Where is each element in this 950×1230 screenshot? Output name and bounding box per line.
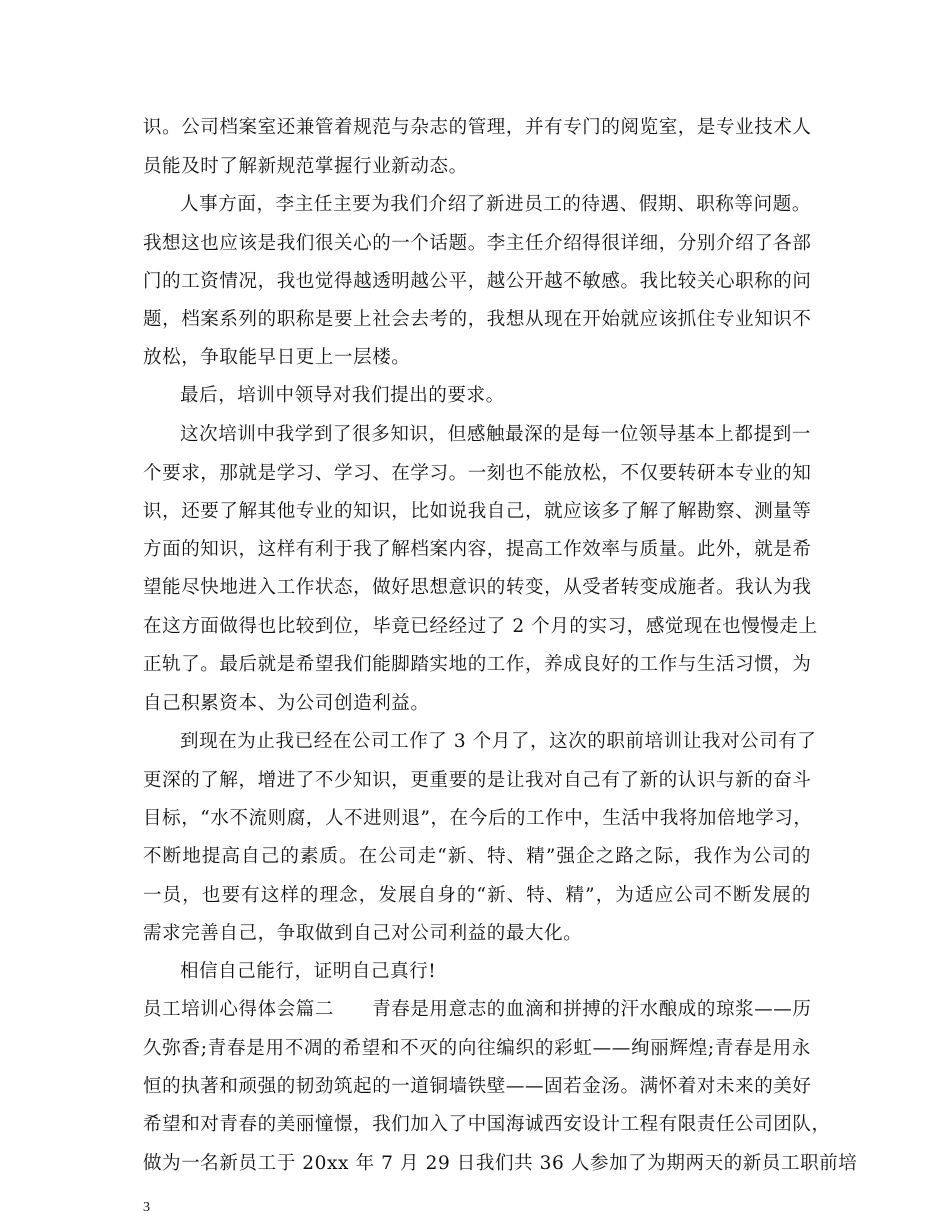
text-line: 需求完善自己，争取做到自己对公司利益的最大化。: [143, 923, 583, 944]
text-line: 恒的执著和顽强的韧劲筑起的一道铜墙铁壁——固若金汤。满怀着对未来的美好: [143, 1076, 812, 1097]
text-line: 这次培训中我学到了很多知识，但感触最深的是每一位领导基本上都提到一: [180, 424, 811, 445]
text-line: 望能尽快地进入工作状态，做好思想意识的转变，从受者转变成施者。我认为我: [143, 577, 812, 598]
text-line: 识。公司档案室还兼管着规范与杂志的管理，并有专门的阅览室，是专业技术人: [143, 117, 812, 138]
text-line: 人事方面，李主任主要为我们介绍了新进员工的待遇、假期、职称等问题。: [180, 194, 811, 215]
text-line: 目标，“水不流则腐，人不进则退”，在今后的工作中，生活中我将加倍地学习，: [143, 808, 813, 829]
text-line: 员工培训心得体会篇二 青春是用意志的血滴和拼搏的汗水酿成的琼浆——历: [143, 999, 812, 1020]
text-line: 到现在为止我已经在公司工作了 3 个月了，这次的职前培训让我对公司有了: [180, 731, 817, 752]
text-line: 希望和对青春的美丽憧憬，我们加入了中国海诚西安设计工程有限责任公司团队，: [143, 1114, 831, 1135]
text-line: 员能及时了解新规范掌握行业新动态。: [143, 156, 468, 177]
text-line: 一员，也要有这样的理念，发展自身的“新、特、精”，为适应公司不断发展的: [143, 885, 811, 906]
page-number: 3: [143, 1200, 150, 1215]
text-line: 自己积累资本、为公司创造利益。: [143, 693, 430, 714]
text-line: 久弥香;青春是用不凋的希望和不灭的向往编织的彩虹——绚丽辉煌;青春是用永: [143, 1038, 811, 1059]
text-line: 个要求，那就是学习、学习、在学习。一刻也不能放松，不仅要转研本专业的知: [143, 463, 812, 484]
text-line: 不断地提高自己的素质。在公司走“新、特、精”强企之路之际，我作为公司的: [143, 846, 811, 867]
text-line: 方面的知识，这样有利于我了解档案内容，提高工作效率与质量。此外，就是希: [143, 539, 812, 560]
text-line: 做为一名新员工于 20xx 年 7 月 29 日我们共 36 人参加了为期两天的新员工职前培: [143, 1153, 858, 1174]
text-line: 在这方面做得也比较到位，毕竟已经经过了 2 个月的实习，感觉现在也慢慢走上: [143, 616, 818, 637]
text-line: 更深的了解，增进了不少知识，更重要的是让我对自己有了新的认识与新的奋斗: [143, 770, 812, 791]
text-line: 门的工资情况，我也觉得越透明越公平，越公开越不敏感。我比较关心职称的问: [143, 271, 812, 292]
text-line: 相信自己能行，证明自己真行!: [180, 961, 437, 982]
text-line: 正轨了。最后就是希望我们能脚踏实地的工作，养成良好的工作与生活习惯，为: [143, 654, 812, 675]
text-line: 最后，培训中领导对我们提出的要求。: [180, 385, 505, 406]
text-line: 题，档案系列的职称是要上社会去考的，我想从现在开始就应该抓住专业知识不: [143, 309, 812, 330]
text-line: 识，还要了解其他专业的知识，比如说我自己，就应该多了解了解勘察、测量等: [143, 501, 812, 522]
text-line: 放松，争取能早日更上一层楼。: [143, 347, 411, 368]
text-line: 我想这也应该是我们很关心的一个话题。李主任介绍得很详细，分别介绍了各部: [143, 233, 812, 254]
